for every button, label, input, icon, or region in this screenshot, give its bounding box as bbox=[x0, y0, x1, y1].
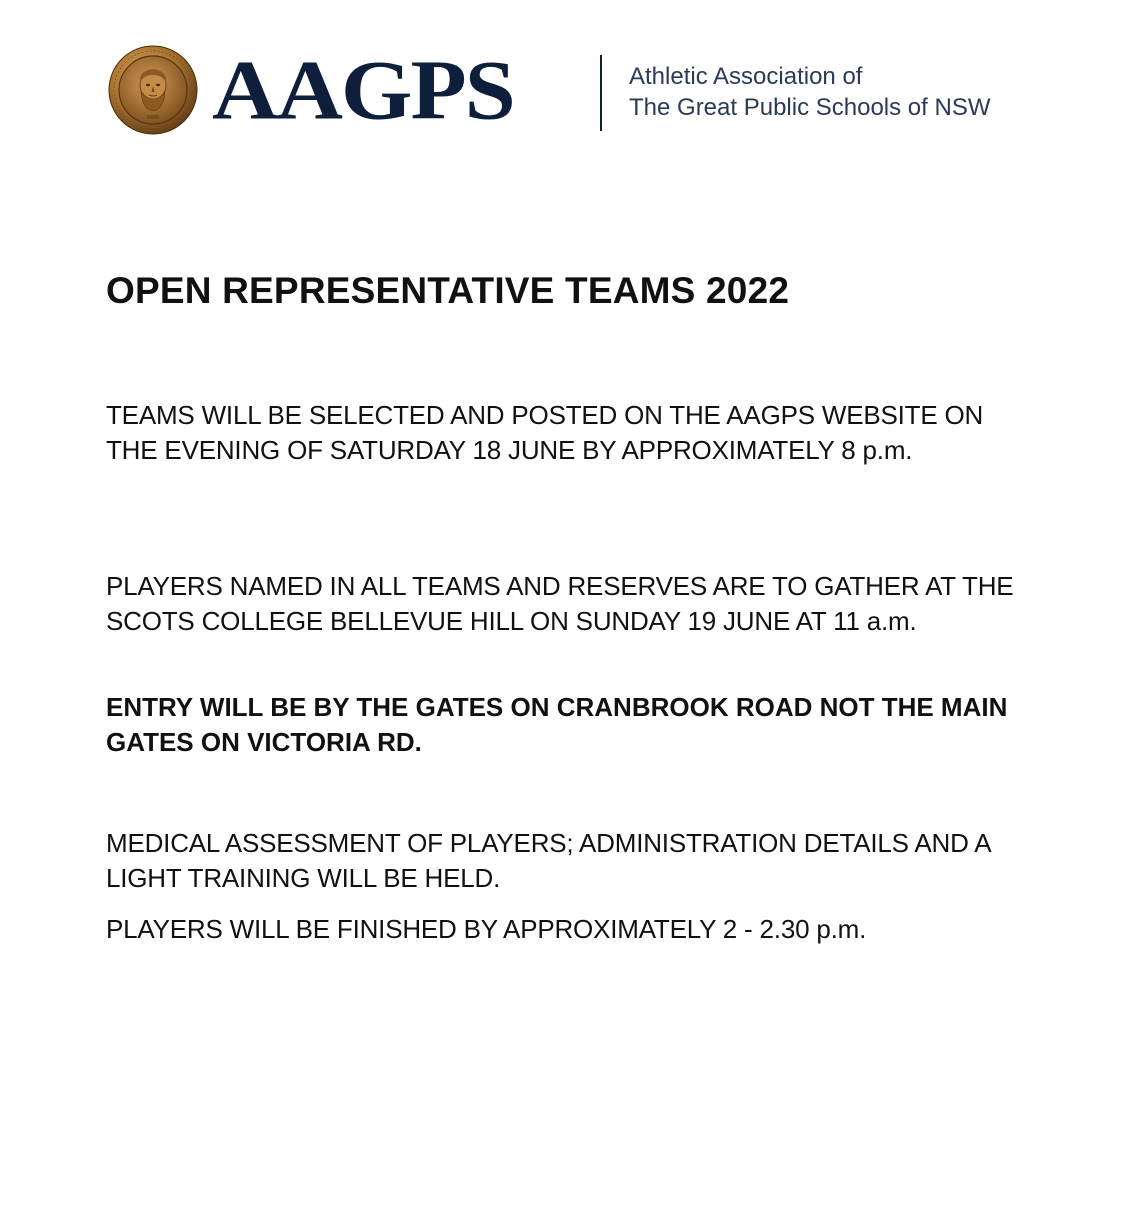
association-line-2: The Great Public Schools of NSW bbox=[629, 94, 991, 121]
association-line-1: Athletic Association of bbox=[629, 63, 863, 90]
medallion-seal-icon bbox=[108, 45, 198, 135]
association-name bbox=[629, 61, 990, 123]
aagps-wordmark: AAGPS bbox=[212, 42, 514, 137]
selection-paragraph: TEAMS WILL BE SELECTED AND POSTED ON THE AAGPS WEBSITE ON THE EVENING OF SATURDAY 18 JUNE BY APPROXIMATELY 8 p.m. bbox=[106, 400, 984, 465]
page-title: OPEN REPRESENTATIVE TEAMS 2022 bbox=[106, 270, 790, 311]
finish-time-paragraph: PLAYERS WILL BE FINISHED BY APPROXIMATELY 2 - 2.30 p.m. bbox=[106, 914, 867, 944]
letterhead bbox=[108, 42, 1048, 137]
medical-paragraph: MEDICAL ASSESSMENT OF PLAYERS; ADMINISTRATION DETAILS AND A LIGHT TRAINING WILL BE HELD. bbox=[106, 828, 990, 893]
entry-paragraph: ENTRY WILL BE BY THE GATES ON CRANBROOK ROAD NOT THE MAIN GATES ON VICTORIA RD. bbox=[106, 692, 1008, 757]
header-divider bbox=[600, 55, 602, 131]
gathering-paragraph: PLAYERS NAMED IN ALL TEAMS AND RESERVES ARE TO GATHER AT THE SCOTS COLLEGE BELLEVUE HILL ON SUNDAY 19 JUNE AT 11 a.m. bbox=[106, 571, 1014, 636]
